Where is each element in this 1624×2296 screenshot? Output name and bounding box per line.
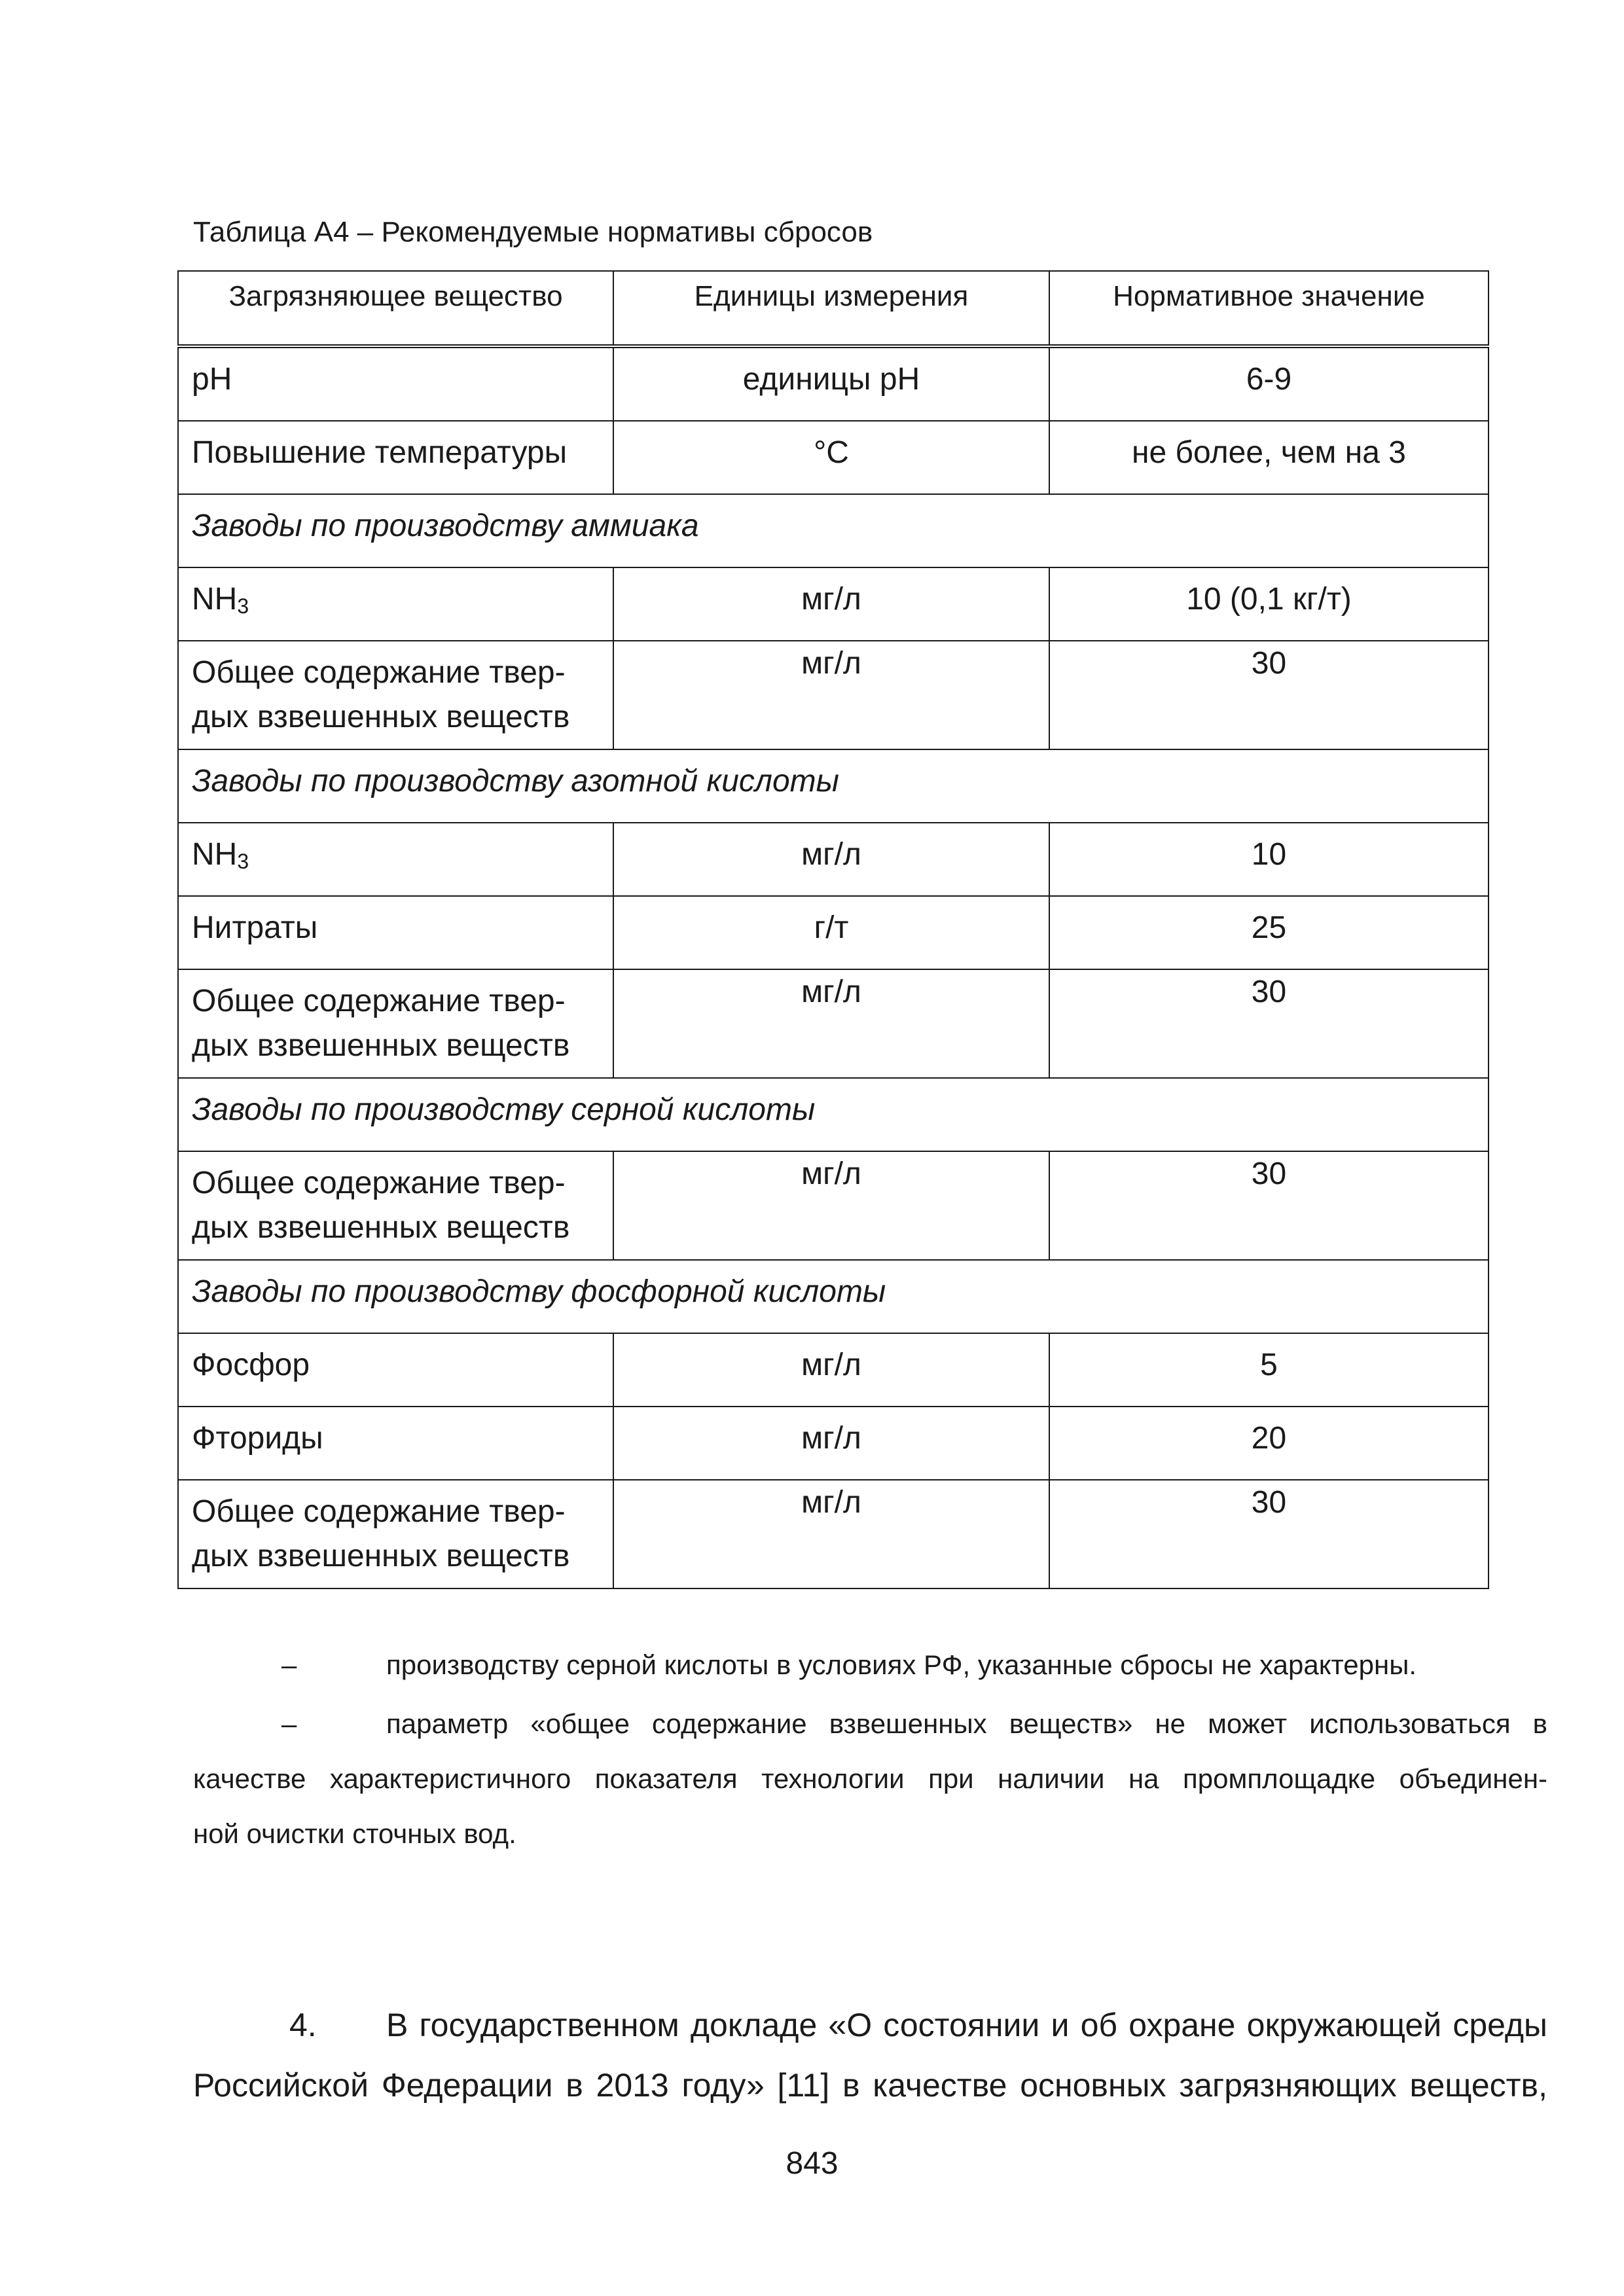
formula-subscript: 3 bbox=[237, 850, 249, 873]
section-row bbox=[178, 1260, 1489, 1333]
cell-unit: мг/л bbox=[613, 969, 1049, 1078]
table-row bbox=[178, 421, 1489, 494]
cell-substance: Повышение температуры bbox=[178, 421, 613, 494]
cell-unit: мг/л bbox=[613, 567, 1049, 641]
tss-line1: Общее содержание твер- bbox=[192, 1166, 566, 1200]
paragraph-line-1: В государственном докладе «О состоянии и об охране окружающей среды bbox=[386, 2007, 1547, 2043]
table-row bbox=[178, 567, 1489, 641]
cell-substance bbox=[178, 567, 613, 641]
note-item-2-line1: параметр «общее содержание взвешенных веществ» не может использоваться в bbox=[386, 1708, 1547, 1739]
cell-unit: мг/л bbox=[613, 641, 1049, 749]
formula-base: NH bbox=[192, 837, 238, 872]
paragraph-number: 4. bbox=[289, 2007, 317, 2043]
page-number: 843 bbox=[785, 2146, 839, 2181]
cell-substance bbox=[178, 969, 613, 1078]
note-dash-1: – bbox=[281, 1649, 297, 1680]
cell-value: не более, чем на 3 bbox=[1049, 421, 1489, 494]
section-row bbox=[178, 749, 1489, 823]
cell-unit: °C bbox=[613, 421, 1049, 494]
table-row bbox=[178, 1333, 1489, 1407]
cell-substance: pH bbox=[178, 346, 613, 421]
table-row bbox=[178, 1480, 1489, 1588]
cell-value: 30 bbox=[1049, 641, 1489, 749]
tss-line1: Общее содержание твер- bbox=[192, 1494, 566, 1529]
cell-substance: Фториды bbox=[178, 1407, 613, 1480]
table-row bbox=[178, 1151, 1489, 1260]
table-caption: Таблица А4 – Рекомендуемые нормативы сбросов bbox=[193, 216, 873, 248]
cell-substance bbox=[178, 641, 613, 749]
cell-substance bbox=[178, 1151, 613, 1260]
tss-line2: дых взвешенных веществ bbox=[192, 1539, 570, 1573]
section-sulfuric: Заводы по производству серной кислоты bbox=[178, 1078, 1489, 1151]
table-row bbox=[178, 969, 1489, 1078]
cell-substance bbox=[178, 823, 613, 896]
tss-line2: дых взвешенных веществ bbox=[192, 700, 570, 734]
cell-unit: мг/л bbox=[613, 1151, 1049, 1260]
note-dash-2: – bbox=[281, 1708, 297, 1739]
cell-unit: мг/л bbox=[613, 1407, 1049, 1480]
formula-base: NH bbox=[192, 582, 238, 617]
note-item-2-line3: ной очистки сточных вод. bbox=[193, 1818, 516, 1849]
section-row bbox=[178, 494, 1489, 567]
header-substance: Загрязняющее вещество bbox=[178, 271, 613, 346]
table-row bbox=[178, 823, 1489, 896]
section-ammonia: Заводы по производству аммиака bbox=[178, 494, 1489, 567]
tss-line1: Общее содержание твер- bbox=[192, 984, 566, 1018]
section-nitric: Заводы по производству азотной кислоты bbox=[178, 749, 1489, 823]
paragraph-line-2: Российской Федерации в 2013 году» [11] в качестве основных загрязняющих веществ, bbox=[193, 2067, 1547, 2104]
section-row bbox=[178, 1078, 1489, 1151]
cell-substance: Фосфор bbox=[178, 1333, 613, 1407]
cell-unit: мг/л bbox=[613, 1333, 1049, 1407]
cell-value: 30 bbox=[1049, 1151, 1489, 1260]
header-value: Нормативное значение bbox=[1049, 271, 1489, 346]
cell-unit: мг/л bbox=[613, 1480, 1049, 1588]
table-row bbox=[178, 346, 1489, 421]
cell-value: 5 bbox=[1049, 1333, 1489, 1407]
cell-unit: единицы pH bbox=[613, 346, 1049, 421]
cell-unit: мг/л bbox=[613, 823, 1049, 896]
tss-line1: Общее содержание твер- bbox=[192, 655, 566, 690]
table-row bbox=[178, 1407, 1489, 1480]
cell-value: 30 bbox=[1049, 1480, 1489, 1588]
cell-value: 6-9 bbox=[1049, 346, 1489, 421]
cell-value: 10 bbox=[1049, 823, 1489, 896]
table-row bbox=[178, 896, 1489, 969]
note-item-1: производству серной кислоты в условиях РФ, указанные сбросы не характерны. bbox=[386, 1649, 1417, 1680]
cell-value: 30 bbox=[1049, 969, 1489, 1078]
tss-line2: дых взвешенных веществ bbox=[192, 1028, 570, 1063]
header-units: Единицы измерения bbox=[613, 271, 1049, 346]
table-header-row bbox=[178, 271, 1489, 346]
table-row bbox=[178, 641, 1489, 749]
cell-value: 10 (0,1 кг/т) bbox=[1049, 567, 1489, 641]
cell-value: 20 bbox=[1049, 1407, 1489, 1480]
section-phosphoric: Заводы по производству фосфорной кислоты bbox=[178, 1260, 1489, 1333]
formula-subscript: 3 bbox=[237, 594, 249, 618]
cell-value: 25 bbox=[1049, 896, 1489, 969]
note-item-2-line2: качестве характеристичного показателя технологии при наличии на промплощадке объединен- bbox=[193, 1763, 1547, 1794]
cell-substance: Нитраты bbox=[178, 896, 613, 969]
cell-substance bbox=[178, 1480, 613, 1588]
cell-unit: г/т bbox=[613, 896, 1049, 969]
tss-line2: дых взвешенных веществ bbox=[192, 1210, 570, 1245]
norms-table bbox=[177, 270, 1489, 1589]
